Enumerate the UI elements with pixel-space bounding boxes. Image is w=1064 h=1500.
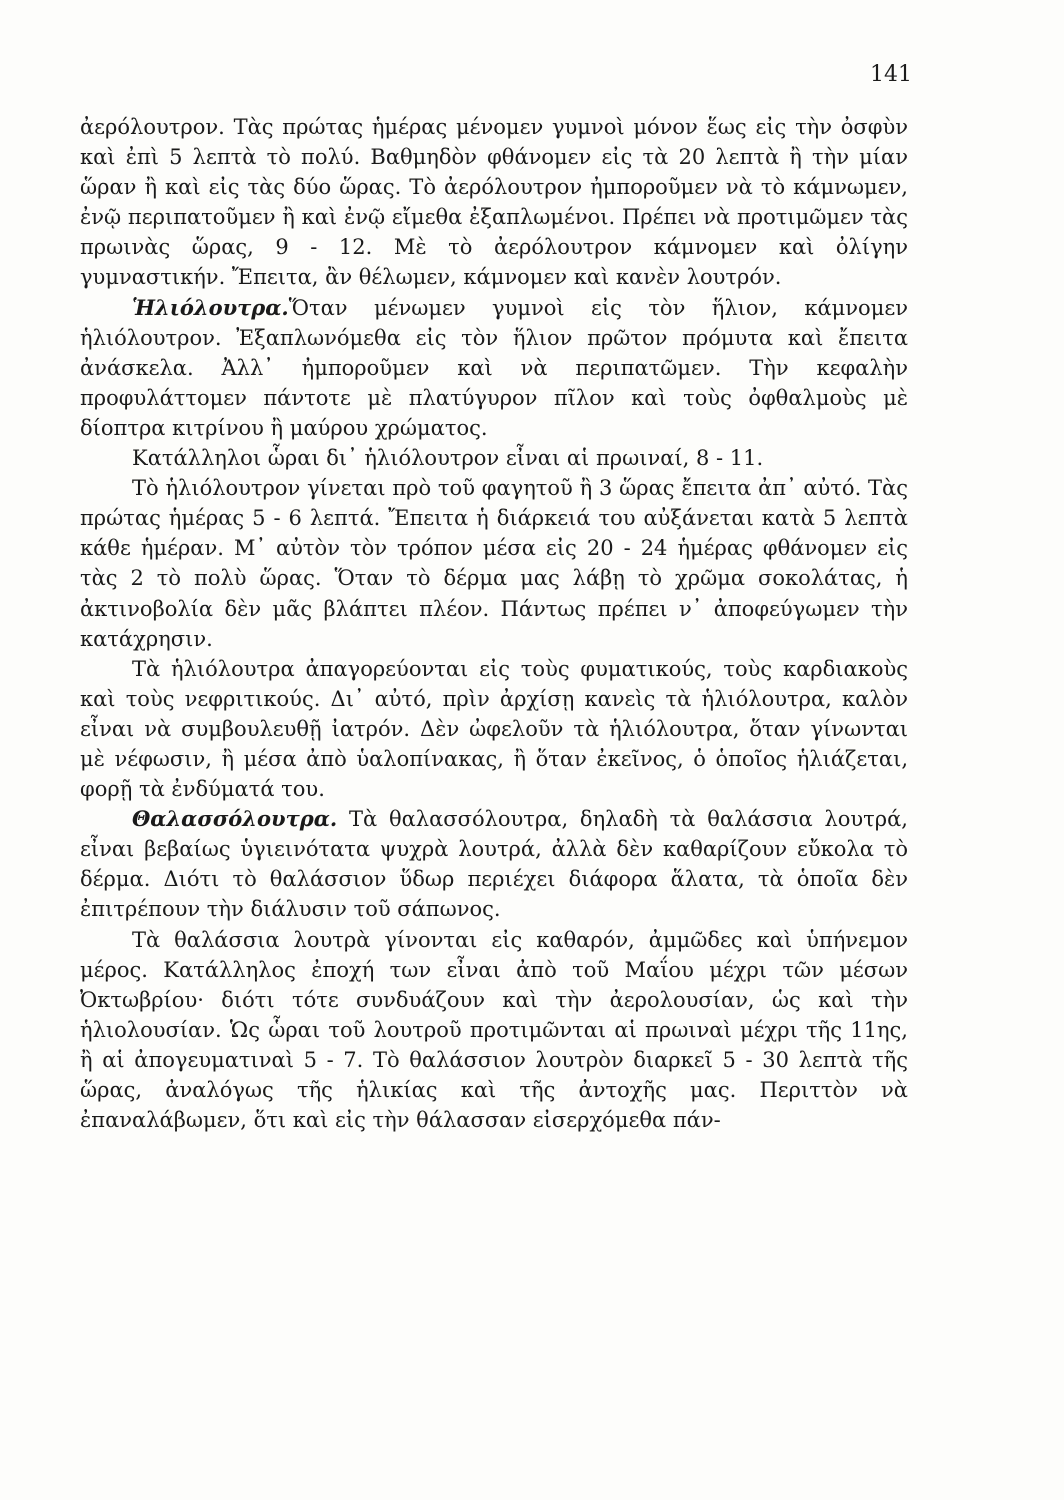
paragraph-text: ἀερόλουτρον. Τὰς πρώτας ἡμέρας μένομεν γυμνοὶ μόνον ἕως εἰς τὴν ὀσφὺν καὶ ἐπὶ 5 λεπτὰ τὸ πολύ. Βαθμηδὸν φθάνομεν εἰς τὰ 20 λεπτὰ ἢ τὴν μίαν ὥραν ἢ καὶ εἰς τὰς δύο ὥρας. Τὸ ἀερόλουτρον ἠμποροῦμεν νὰ τὸ κάμνωμεν, ἐνῷ περιπατοῦμεν ἢ καὶ ἐνῷ εἴμεθα ἐξαπλωμένοι. Πρέπει νὰ προτιμῶμεν τὰς πρωινὰς ὥρας, 9 - 12. Μὲ τὸ ἀερόλουτρον κάμνομεν καὶ ὀλίγην γυμναστικήν. Ἔπειτα, ἂν θέλωμεν, κάμνομεν καὶ κανὲν λουτρόν. xyxy=(80,115,908,290)
paragraph-sea-baths xyxy=(80,925,908,1136)
paragraph-text: Τὰ ἡλιόλουτρα ἀπαγορεύονται εἰς τοὺς φυματικούς, τοὺς καρδιακοὺς καὶ τοὺς νεφριτικούς. Δι᾽ αὐτό, πρὶν ἀρχίσῃ κανεὶς τὰ ἡλιόλουτρα, καλὸν εἶναι νὰ συμβουλευθῇ ἰατρόν. Δὲν ὠφελοῦν τὰ ἡλιόλουτρα, ὅταν γίνωνται μὲ νέφωσιν, ἢ μέσα ἀπὸ ὑαλοπίνακας, ἢ ὅταν ἐκεῖνος, ὁ ὁποῖος ἡλιάζεται, φορῇ τὰ ἐνδύματά του. xyxy=(80,656,908,802)
section-heading-heliolouta: Ἡλιόλουτρα. xyxy=(132,294,289,320)
paragraph-prohibitions xyxy=(80,654,908,804)
paragraph-text: Τὰ θαλάσσια λουτρὰ γίνονται εἰς καθαρόν, ἀμμῶδες καὶ ὑπήνεμον μέρος. Κατάλληλος ἐποχή των εἶναι ἀπὸ τοῦ Μαΐου μέχρι τῶν μέσων Ὀκτωβρίου· διότι τότε συνδυάζουν καὶ τὴν ἀερολουσίαν, ὡς καὶ τὴν ἡλιολουσίαν. Ὡς ὧραι τοῦ λουτροῦ προτιμῶνται αἱ πρωιναὶ μέχρι τῆς 11ης, ἢ αἱ ἀπογευματιναὶ 5 - 7. Τὸ θαλάσσιον λουτρὸν διαρκεῖ 5 - 30 λεπτὰ τῆς ὥρας, ἀναλόγως τῆς ἡλικίας καὶ τῆς ἀντοχῆς μας. Περιττὸν νὰ ἐπαναλάβωμεν, ὅτι καὶ εἰς τὴν θάλασσαν εἰσερχόμεθα πάν- xyxy=(80,927,908,1133)
paragraph-suitable-hours xyxy=(80,443,908,473)
paragraph-heliolouta xyxy=(80,293,908,443)
paragraph-thalassolouta xyxy=(80,804,908,924)
paragraph-aerolouton-end xyxy=(80,112,908,293)
paragraph-text: Ὅταν μένωμεν γυμνοὶ εἰς τὸν ἥλιον, κάμνομεν ἡλιόλουτρον. Ἐξαπλωνόμεθα εἰς τὸν ἥλιον πρῶτον πρόμυτα καὶ ἔπειτα ἀνάσκελα. Ἀλλ᾽ ἠμποροῦμεν καὶ νὰ περιπατῶμεν. Τὴν κεφαλὴν προφυλάττομεν πάντοτε μὲ πλατύγυρον πῖλον καὶ τοὺς ὀφθαλμοὺς μὲ δίοπτρα κιτρίνου ἢ μαύρου χρώματος. xyxy=(80,295,908,440)
paragraph-duration xyxy=(80,473,908,654)
paragraph-text: Τὸ ἡλιόλουτρον γίνεται πρὸ τοῦ φαγητοῦ ἢ 3 ὥρας ἔπειτα ἀπ᾽ αὐτό. Τὰς πρώτας ἡμέρας 5 - 6 λεπτά. Ἔπειτα ἡ διάρκειά του αὐξάνεται κατὰ 5 λεπτὰ κάθε ἡμέραν. Μ᾽ αὐτὸν τὸν τρόπον μέσα εἰς 20 - 24 ἡμέρας φθάνομεν εἰς τὰς 2 τὸ πολὺ ὥρας. Ὅταν τὸ δέρμα μας λάβῃ τὸ χρῶμα σοκολάτας, ἡ ἀκτινοβολία δὲν μᾶς βλάπτει πλέον. Πάντως πρέπει ν᾽ ἀποφεύγωμεν τὴν κατάχρησιν. xyxy=(80,476,908,651)
paragraph-text: Κατάλληλοι ὧραι δι᾽ ἡλιόλουτρον εἶναι αἱ πρωιναί, 8 - 11. xyxy=(132,446,764,471)
paragraph-text: Τὰ θαλασσόλουτρα, δηλαδὴ τὰ θαλάσσια λουτρά, εἶναι βεβαίως ὑγιεινότατα ψυχρὰ λουτρά, ἀλλὰ δὲν καθαρίζουν εὔκολα τὸ δέρμα. Διότι τὸ θαλάσσιον ὕδωρ περιέχει διάφορα ἅλατα, τὰ ὁποῖα δὲν ἐπιτρέπουν τὴν διάλυσιν τοῦ σάπωνος. xyxy=(80,807,908,922)
body-text xyxy=(80,112,908,1135)
page-number: 141 xyxy=(870,62,912,87)
section-heading-thalassolouta: Θαλασσόλουτρα. xyxy=(132,806,338,832)
